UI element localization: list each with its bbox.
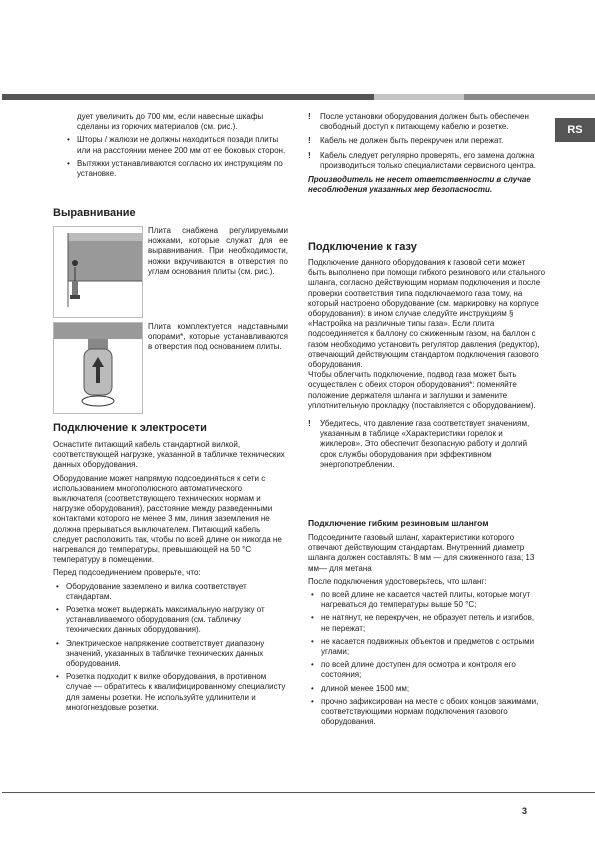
electric-bullet: • Розетка может выдержать максимальную нагрузку от устанавливаемого оборудования (см. табличку технических данных оборудования). — [53, 605, 288, 636]
electric-bullet: • Розетка подходит к вилке оборудования, в противном случае — обратитесь к квалифицированному специалисту для замены розетки. Не используйте удлинители и многогнездовые розетки. — [53, 672, 288, 713]
exclamation-icon: ! — [308, 112, 311, 121]
intro-bullet: • Вытяжки устанавливаются согласно их инструкциям по установке. — [64, 159, 288, 179]
hose-bullet: • по всей длине не касается частей плиты, которые могут нагреваться до температуры выше 50 °С; — [308, 590, 545, 610]
warning-item — [308, 136, 545, 146]
warning-text: После установки оборудования должен быть обеспечен свободный доступ к питающему кабелю и розетке. — [320, 112, 529, 132]
page-number: 3 — [522, 806, 528, 816]
exclamation-icon: ! — [308, 150, 311, 160]
gas-heading: Подключение к газу — [308, 241, 417, 253]
gas-section — [308, 258, 545, 474]
liability-warning: Производитель не несет ответственности в случае несоблюдения указанных мер безопасности. — [308, 175, 531, 195]
leveling-text-1: Плита снабжена регулируемыми ножками, которые служат для ее выравнивания. При необходимости, ножки вкручиваются в отверстия по углам основания плиты (см. рис.). — [148, 226, 288, 276]
warning-text: Кабель не должен быть перекручен или пережат. — [320, 136, 504, 146]
exclamation-icon: ! — [308, 419, 311, 429]
header-bar-mid — [464, 94, 595, 100]
hose-heading: Подключение гибким резиновым шлангом — [308, 518, 489, 528]
left-intro — [64, 112, 288, 182]
electric-paragraph: Оборудование может напрямую подсоединяться к сети с использованием многополюсного автоматического выключателя (соответствующего технических нормам и нагрузке оборудования), расстояние между разведенными контактами которого не менее 3 мм, линия заземления не должна прерываться выключателем. Питающий кабель следует расположить так, чтобы по всей длине он никогда не нагревался до температуры, превышающей на 50 °С температуру в помещении. — [53, 473, 282, 565]
intro-bullet: • Шторы / жалюзи не должны находиться позади плиты или на расстоянии менее 200 мм от ее боковых сторон. — [64, 135, 288, 155]
electric-bullet: • Оборудование заземлено и вилка соответствует стандартам. — [53, 582, 288, 602]
hose-bullet: • не касается подвижных объектов и предметов с острыми углами; — [308, 637, 545, 657]
leveling-heading: Выравнивание — [53, 207, 136, 219]
language-tab: RS — [555, 118, 595, 142]
support-foot-figure — [53, 322, 143, 414]
hose-text: Подсоедините газовый шланг, характеристики которого отвечают действующим стандартам. Внутренний диаметр шланга должен составлять: 8 мм — для сжиженного газа; 13 мм— для метана — [308, 533, 535, 573]
electric-section — [53, 440, 288, 716]
hose-check: После подключения удостоверьтесь, что шланг: — [308, 576, 487, 586]
hose-bullet: • по всей длине доступен для осмотра и контроля его состояния; — [308, 660, 545, 680]
warning-item — [308, 151, 545, 171]
exclamation-icon: ! — [308, 136, 311, 146]
electric-bullet: • Электрическое напряжение соответствует диапазону значений, указанных в табличке технических данных оборудования. — [53, 639, 288, 670]
electric-paragraph: Оснастите питающий кабель стандартной вилкой, соответствующей нагрузке, указанной в табличке технических данных оборудования. — [53, 440, 285, 470]
gas-warning-text: Убедитесь, что давление газа соответствует значениям, указанным в таблице «Характеристики горелок и жиклеров». Это обеспечит безопасную работу и долгий срок службы оборудования при эффективном энергопотреблении. — [320, 419, 530, 469]
hose-bullet: • длиной менее 1500 мм; — [308, 684, 545, 694]
header-bar-dark — [2, 94, 374, 100]
gas-text: Подключение данного оборудования к газовой сети может быть выполнено при помощи гибкого резинового или стального шланга, согласно действующим нормам подключения и после проверки соответствия типа подключаемого газа тому, на который настроено оборудование (см. маркировку на корпусе оборудования): в ином случае следуйте инструкциям § «Настройка на различные типы газа». Если плита подсоединяется к баллону со сжиженным газом, на баллон с газом необходимо установить регулятор давления (редуктор), отвечающий действующим стандартом подключения газового оборудования. — [308, 258, 546, 370]
warning-text: Кабель следует регулярно проверять, его замена должна производиться только специалистами сервисного центра. — [320, 150, 536, 170]
header-bar — [2, 94, 595, 100]
intro-text: дует увеличить до 700 мм, если навесные шкафы сделаны из горючих материалов (см. рис.). — [77, 112, 264, 132]
gas-text-2: Чтобы облегчить подключение, подвод газа может быть осуществлен с обеих сторон оборудования*: поменяйте положение держателя шланга и заглушки и замените уплотнительную прокладку (поставляется с оборудованием). — [308, 370, 536, 410]
electric-paragraph: Перед подсоединением проверьте, что: — [53, 568, 201, 578]
header-bar-light — [374, 94, 464, 100]
right-top — [308, 112, 545, 198]
warning-item — [308, 112, 545, 132]
hose-bullet: • не натянут, не перекручен, не образует петель и изгибов, не пережат; — [308, 613, 545, 633]
leveling-foot-figure — [53, 226, 143, 318]
gas-warning-item — [308, 419, 545, 470]
footer-rule — [2, 792, 595, 793]
hose-bullet: • прочно зафиксирован на месте с обоих концов зажимами, соответствующими нормам подключения газового оборудования. — [308, 697, 545, 728]
hose-section — [308, 533, 545, 730]
leveling-text-2: Плита комплектуется надставными опорами*, которые устанавливаются в отверстия под основанием плиты. — [148, 322, 288, 352]
electric-heading: Подключение к электросети — [53, 422, 207, 434]
